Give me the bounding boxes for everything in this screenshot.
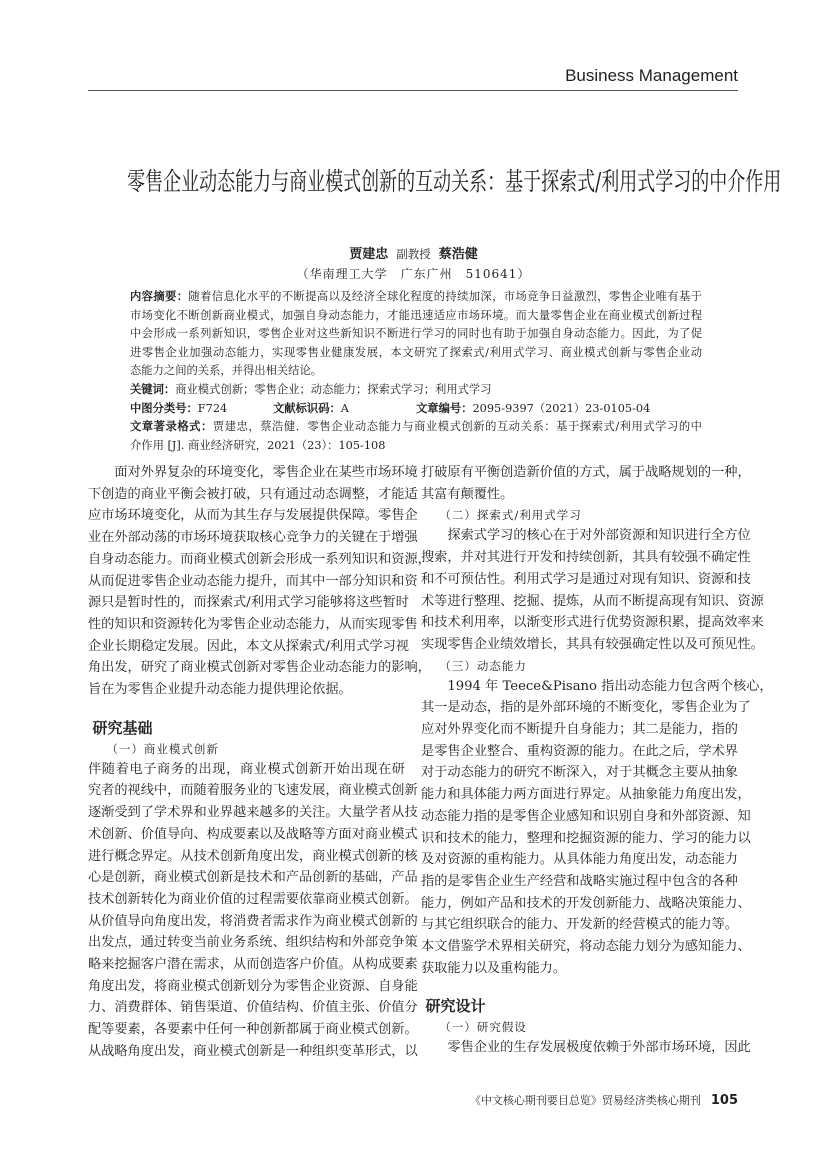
article-title [0,162,827,198]
paragraph-line: 性的知识和资源转化为零售企业动态能力，从而实现零售 [88,616,418,632]
left-column [88,462,431,1063]
abstract-line [130,288,702,307]
abstract-label: 内容摘要： [130,290,189,303]
paragraph-line: 进行概念界定。从技术创新角度出发，商业模式创新的核 [88,848,418,864]
paragraph-line: 心是创新，商业模式创新是技术和产品创新的基础，产品 [88,870,418,886]
citation-text: 贾建忠，蔡浩健．零售企业动态能力与商业模式创新的互动关系：基于探索式/利用式学习的中 [212,420,702,434]
author-role: 副教授 [396,247,431,261]
paragraph-line: 伴随着电子商务的出现，商业模式创新开始出现在研 [88,761,405,777]
paragraph-line: 实现零售企业绩效增长，其具有较强确定性以及可预见性。 [421,636,764,652]
keywords [130,381,702,400]
paragraph-line: 旨在为零售企业提升动态能力提供理论依据。 [88,682,352,698]
subsection-heading: （二）探索式/利用式学习 [439,508,582,523]
abstract-line: 进零售企业加强动态能力，实现零售业健康发展，本文研究了探索式/利用式学习、商业模式创新与零售企业动 [130,345,702,359]
article-no-label: 文章编号： [416,401,473,415]
paragraph-line: 业在外部动荡的市场环境获取核心竞争力的关键在于增强 [88,530,418,546]
paragraph-line: 配等要素，各要素中任何一种创新都属于商业模式创新。 [88,1022,418,1038]
paragraph-line: 术等进行整理、挖掘、提炼，从而不断提高现有知识、资源 [421,593,764,609]
section-heading: 研究设计 [425,997,486,1016]
paragraph-line: 搜索，并对其进行开发和持续创新，其具有较强不确定性 [421,550,751,566]
section-heading: 研究基础 [92,718,153,737]
paragraph-line: 角出发，研究了商业模式创新对零售企业动态能力的影响， [88,660,431,676]
abstract [130,288,702,381]
clc-value: F724 [197,401,228,415]
paragraph-line: 及对资源的重构能力。从具体能力角度出发，动态能力 [421,852,738,868]
subsection-heading: （三）动态能力 [439,658,527,673]
section-gap [421,979,738,995]
abstract-line: 市场变化不断创新商业模式，加强自身动态能力，才能迅速适应市场环境。而大量零售企业在商业模式创新过程 [130,308,702,322]
paragraph-line: 下创造的商业平衡会被打破，只有通过动态调整，才能适 [88,486,418,502]
paragraph-line: 识和技术的能力，整理和挖掘资源的能力、学习的能力以 [421,830,751,846]
paragraph-line: 面对外界复杂的环境变化，零售企业在某些市场环境 [114,465,418,480]
paragraph-line: 从战略角度出发，商业模式创新是一种组织变革形式，以 [88,1043,418,1059]
paragraph-line: 1994 年 Teece&Pisano 指出动态能力包含两个核心， [447,678,773,694]
abstract-text: 随着信息化水平的不断提高以及经济全球化程度的持续加深，市场竞争日益激烈，零售企业唯有基于 [188,290,702,303]
abstract-line: 态能力之间的关系，并得出相关结论。 [130,364,323,378]
running-header: Business Management [565,66,738,85]
keywords-text: 商业模式创新；零售企业；动态能力；探索式学习；利用式学习 [175,382,492,396]
subsection-heading: （一）商业模式创新 [106,741,219,756]
article-title-text: 零售企业动态能力与商业模式创新的互动关系：基于探索式/利用式学习的中介作用 [127,167,782,196]
paragraph-line: 应市场环境变化，从而为其生存与发展提供保障。零售企 [88,508,418,524]
author-name: 贾建忠 [349,247,389,262]
paragraph-line: 术创新、价值导向、构成要素以及战略等方面对商业模式 [88,826,418,842]
paragraph-line: 从而促进零售企业动态能力提升，而其中一部分知识和资 [88,573,418,589]
paragraph-line: 是零售企业整合、重构资源的能力。在此之后，学术界 [421,743,738,759]
clc-label: 中图分类号： [130,401,198,415]
paragraph-line: 应对外界变化而不断提升自身能力；其二是能力，指的 [421,722,738,738]
paragraph-line: 技术创新转化为商业价值的过程需要依靠商业模式创新。 [88,891,418,907]
affiliation: （华南理工大学 广东广州 510641） [296,267,531,281]
paragraph-line: 指的是零售企业生产经营和战略实施过程中包含的各种 [421,873,738,889]
paragraph-line: 和技术利用率，以渐变形式进行优势资源积累，提高效率来 [421,615,764,631]
abstract-line: 中会形成一系列新知识，零售企业对这些新知识不断进行学习的同时也有助于加强自身动态能力。因此，为了促 [130,327,702,341]
paragraph-line: 本文借鉴学术界相关研究，将动态能力划分为感知能力、 [421,939,751,955]
paragraph-line: 力、消费群体、销售渠道、价值结构、价值主张、价值分 [88,1000,418,1016]
citation-line [130,418,702,437]
abstract-block [130,288,702,455]
paragraph-line: 动态能力指的是零售企业感知和识别自身和外部资源、知 [421,808,751,824]
author-name: 蔡浩健 [438,247,478,262]
paragraph-line: 略来挖掘客户潜在需求，从而创造客户价值。从构成要素 [88,957,418,973]
paragraph-line: 和不可预估性。利用式学习是通过对现有知识、资源和技 [421,571,751,587]
authors [0,243,827,262]
doc-code-value: A [340,401,349,415]
doc-code-label: 文献标识码： [273,401,341,415]
paragraph-line: 打破原有平衡创造新价值的方式，属于战略规划的一种， [421,465,751,480]
paragraph-line: 获取能力以及重构能力。 [421,960,567,976]
paragraph-line: 角度出发，将商业模式创新划分为零售企业资源、自身能 [88,978,418,994]
paragraph-line: 能力和具体能力两方面进行界定。从抽象能力角度出发， [421,787,751,803]
citation-line: 介作用 [J]. 商业经济研究，2021（23）：105-108 [130,438,386,452]
paragraph-line: 其一是动态，指的是外部环境的不断变化，零售企业为了 [421,700,751,716]
keywords-label: 关键词： [130,382,176,396]
header-rule [88,90,738,91]
paragraph-line: 能力，例如产品和技术的开发创新能力、战略决策能力、 [421,895,751,911]
paragraph-line: 从价值导向角度出发，将消费者需求作为商业模式创新的 [88,913,418,929]
paragraph-line: 自身动态能力。而商业模式创新会形成一系列知识和资源， [88,551,431,567]
paragraph-line: 究者的视线中，而随着服务业的飞速发展，商业模式创新 [88,783,418,799]
paragraph-line: 企业长期稳定发展。因此，本文从探索式/利用式学习视 [88,638,409,654]
paragraph-line: 其富有颠覆性。 [421,486,514,502]
page-footer [432,1092,738,1108]
right-column [421,462,773,1059]
journal-name: 《中文核心期刊要目总览》贸易经济类核心期刊 [469,1094,701,1107]
paragraph-line: 探索式学习的核心在于对外部资源和知识进行全方位 [447,528,751,544]
paragraph-line: 逐渐受到了学术界和业界越来越多的关注。大量学者从技 [88,805,418,821]
article-no-value: 2095-9397（2021）23-0105-04 [472,401,651,415]
section-gap [88,701,405,717]
paragraph-line: 零售企业的生存发展极度依赖于外部市场环境，因此 [447,1040,751,1056]
paragraph-line: 与其它组织联合的能力、开发新的经营模式的能力等。 [421,917,738,933]
classification-line [130,400,702,419]
citation-label: 文章著录格式： [130,420,213,434]
paragraph-line: 对于动态能力的研究不断深入，对于其概念主要从抽象 [421,765,738,781]
subsection-heading: （一）研究假设 [439,1020,527,1035]
page-number: 105 [710,1093,738,1108]
paragraph-line: 出发点，通过转变当前业务系统、组织结构和外部竞争策 [88,935,418,951]
paragraph-line: 源只是暂时性的，而探索式/利用式学习能够将这些暂时 [88,595,409,611]
